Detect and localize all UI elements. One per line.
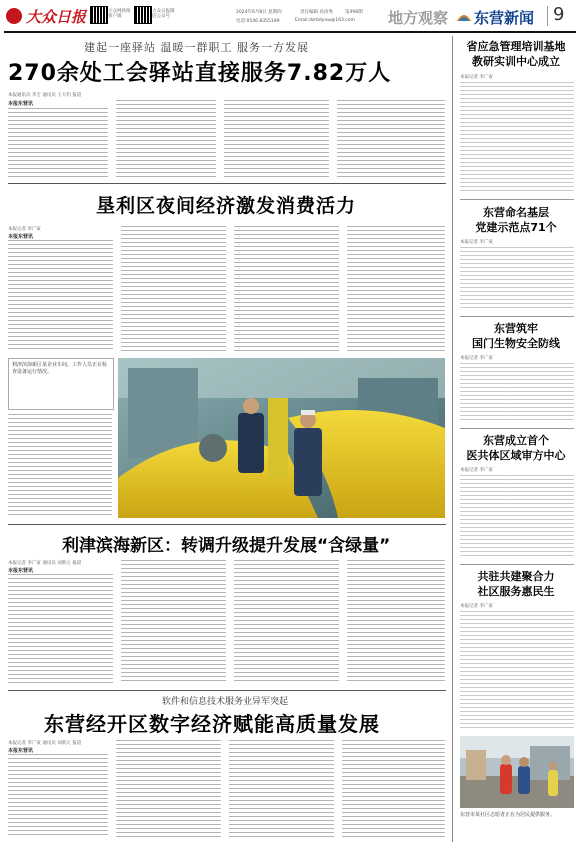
sidebar-item-byline: 本报记者 李广寅 [460, 356, 493, 361]
story-lead: 本报东营讯 [8, 234, 34, 240]
sidebar-item-title-line-2: 医共体区域审方中心 [466, 449, 566, 462]
sidebar-item-byline: 本报记者 李广寅 [460, 240, 493, 245]
story-body-col-1 [8, 240, 113, 352]
sidebar-item-title-line-1: 东营成立首个 [483, 434, 549, 447]
sidebar-item-biosecurity [456, 318, 576, 426]
sidebar-item-title-line-2: 国门生物安全防线 [472, 337, 560, 350]
sidebar-item-title-line-1: 共驻共建聚合力 [477, 570, 555, 583]
story-body-col-1 [8, 754, 108, 838]
story-headline: 东营经开区数字经济赋能高质量发展 [44, 712, 380, 736]
sidebar-item-title-line-1: 东营命名基层 [483, 206, 549, 219]
page-number: 9 [553, 4, 565, 25]
story-kicker: 软件和信息技术服务业异军突起 [162, 697, 289, 707]
sidebar-item-title-line-2: 教研实训中心成立 [472, 55, 560, 68]
story-body-col-2 [121, 560, 226, 684]
sidebar-item-byline: 本报记者 李广寅 [460, 468, 493, 473]
section-rule [8, 524, 446, 525]
story-kicker: 建起一座驿站 温暖一群职工 服务一方发展 [84, 41, 309, 54]
issue-editor: 责任编辑 孙清秀 [300, 10, 333, 15]
issue-number: 第498期 [345, 10, 363, 15]
story-body-col-3 [224, 100, 329, 178]
photo-caption-box [8, 358, 114, 410]
column-divider [452, 36, 453, 842]
qr-left-label: 大众网新闻客户端 [108, 9, 131, 19]
sidebar-item-body [460, 611, 574, 731]
sidebar-item-title-line-2: 党建示范点71个 [475, 221, 557, 234]
story-byline: 本报通讯员 李吉 通讯员 王大钧 报道 [8, 93, 82, 98]
city-section-name: 东营新闻 [474, 9, 535, 27]
story-body-col-3 [234, 560, 339, 684]
story-lead: 本报东营讯 [8, 748, 34, 754]
qr-code-right [134, 6, 152, 24]
story-headline: 270余处工会驿站直接服务7.82万人 [8, 61, 392, 86]
masthead-rule [4, 31, 576, 33]
story-night-economy [4, 186, 448, 521]
contact-phone: 电话:0546 8355199 [236, 19, 280, 24]
story-body-col-2 [116, 740, 221, 838]
page-number-divider [547, 6, 548, 26]
sidebar-item-title-line-2: 社区服务惠民生 [477, 585, 555, 598]
sidebar-item-byline: 本报记者 李广寅 [460, 604, 493, 609]
story-body-col-4 [347, 560, 445, 684]
community-photo [460, 736, 574, 808]
story-body-col-1b [8, 414, 112, 518]
logo-text: 大众日报 [26, 8, 87, 26]
sidebar-item-body [460, 475, 574, 559]
issue-date: 2024年6月8日 星期四 [236, 10, 282, 15]
story-labor-union-stations [4, 36, 448, 181]
sidebar-rule [460, 316, 574, 317]
industrial-photo [118, 358, 445, 518]
logo-mark-icon [6, 8, 22, 24]
masthead [0, 0, 580, 34]
contact-email: Email:dzrbdyxw@163.com [295, 18, 355, 23]
story-body-col-3 [229, 740, 334, 838]
story-body-col-4 [337, 100, 445, 178]
story-headline: 垦利区夜间经济激发消费活力 [96, 195, 357, 217]
photo-caption: 利津滨海新区某企业车间，工作人员正在检查设备运行情况。 [12, 362, 108, 375]
story-body-col-3 [234, 226, 339, 352]
story-dongying-dev-zone [4, 692, 448, 842]
sidebar-item-title-line-1: 省应急管理培训基地 [466, 40, 566, 53]
sidebar-rule [460, 199, 574, 200]
story-lijin-coastal-zone [4, 526, 448, 688]
sidebar-item-byline: 本报记者 李广寅 [460, 75, 493, 80]
section-rule [8, 690, 446, 691]
city-emblem-icon [456, 7, 472, 23]
story-lead: 本报东营讯 [8, 568, 34, 574]
qr-right-label: 大众日报微信公众号 [152, 9, 175, 19]
story-byline: 本报记者 李广寅 通讯员 刘新元 报道 [8, 561, 82, 566]
sidebar-item-prescription-center [456, 430, 576, 562]
story-headline: 利津滨海新区：转调升级提升发展“含绿量” [62, 536, 391, 556]
sidebar-item-party-building [456, 202, 576, 314]
story-body-col-1 [8, 574, 113, 684]
sidebar [456, 36, 578, 842]
sidebar-item-training-base [456, 36, 576, 198]
story-lead: 本报东营讯 [8, 101, 34, 107]
story-body-col-4 [342, 740, 445, 838]
story-body-col-2 [116, 100, 216, 178]
sidebar-rule [460, 428, 574, 429]
sidebar-item-body [460, 247, 574, 311]
sidebar-rule [460, 564, 574, 565]
section-name: 地方观察 [388, 9, 449, 27]
section-rule [8, 183, 446, 184]
photo-caption: 东营市某社区志愿者正在为居民提供服务。 [460, 812, 556, 818]
sidebar-item-body [460, 363, 574, 423]
story-body-col-4 [347, 226, 445, 352]
sidebar-item-title-line-1: 东营筑牢 [494, 322, 538, 335]
story-body-col-1 [8, 108, 108, 178]
story-byline: 本报记者 李广寅 [8, 227, 41, 232]
story-body-col-2 [121, 226, 226, 352]
sidebar-item-body [460, 82, 574, 194]
sidebar-item-community-service [456, 566, 576, 842]
qr-code-left [90, 6, 108, 24]
story-byline: 本报记者 李广寅 通讯员 刘新元 报道 [8, 741, 82, 746]
